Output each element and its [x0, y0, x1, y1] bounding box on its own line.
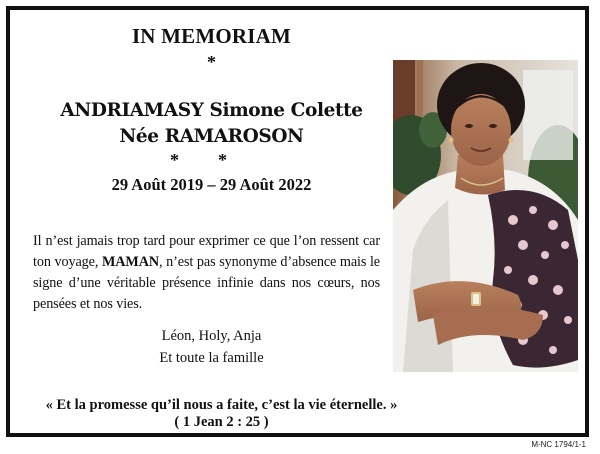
- memorial-message: [33, 231, 380, 315]
- star-separator: *: [207, 52, 216, 72]
- deceased-name: ANDRIAMASY Simone Colette: [60, 100, 363, 121]
- message-text-start: Il n’est jamais trop tard pour exprimer ce que l’on ressent car ton voyage,: [33, 233, 380, 270]
- scripture-quote: « Et la promesse qu’il nous a faite, c’est la vie éternelle. »: [45, 397, 398, 413]
- memorial-dates: 29 Août 2019 – 29 Août 2022: [111, 175, 312, 194]
- star-separator-left: *: [170, 150, 179, 170]
- star-separator-right: *: [218, 150, 227, 170]
- message-emphasis: MAMAN: [102, 254, 160, 270]
- notice-code: M-NC 1794/1-1: [531, 440, 586, 449]
- portrait-image: [393, 60, 578, 372]
- scripture-reference: ( 1 Jean 2 : 25 ): [174, 414, 269, 430]
- portrait-photo: [393, 60, 578, 372]
- signatories: Léon, Holy, Anja: [161, 328, 262, 344]
- message-text-end: , n’est pas synonyme d’absence mais le signe d’une véritable présence infinie dans nos cœurs, nos pensées et nos vies.: [33, 254, 380, 312]
- maiden-name: Née RAMAROSON: [119, 126, 304, 147]
- family-line: Et toute la famille: [159, 350, 264, 366]
- notice-heading: IN MEMORIAM: [131, 24, 292, 48]
